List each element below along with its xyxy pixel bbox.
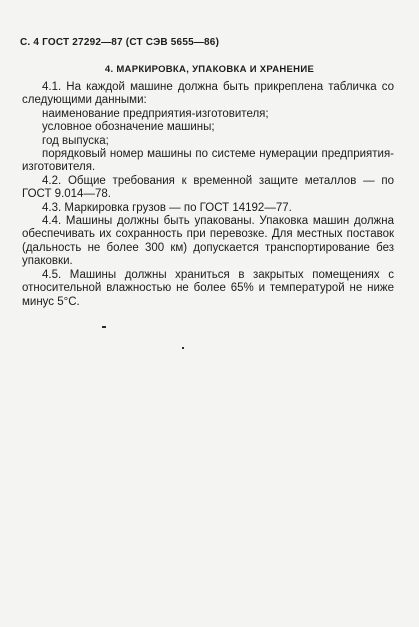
- page-header: С. 4 ГОСТ 27292—87 (СТ СЭВ 5655—86): [20, 37, 220, 48]
- list-item-manufacturer: наименование предприятия-изготовителя;: [42, 107, 269, 120]
- paragraph-4-2: 4.2. Общие требования к временной защите металлов — по ГОСТ 9.014—78.: [22, 174, 394, 201]
- list-item-year: год выпуска;: [42, 134, 109, 147]
- document-body: [22, 81, 394, 309]
- scan-speck: [102, 326, 106, 328]
- list-item-designation: условное обозначение машины;: [42, 121, 215, 134]
- paragraph-4-4: 4.4. Машины должны быть упакованы. Упаковка машин должна обеспечивать их сохранность при перевозке. Для местных поставок (дальность не более 300 км) допускается транспортирование без упаковки.: [22, 215, 394, 268]
- list-item-serial-number: порядковый номер машины по системе нумерации предприятия-изготовителя.: [22, 148, 394, 174]
- scan-speck: [182, 347, 184, 349]
- paragraph-4-3: 4.3. Маркировка грузов — по ГОСТ 14192—77.: [42, 201, 292, 214]
- section-title: 4. МАРКИРОВКА, УПАКОВКА И ХРАНЕНИЕ: [104, 64, 315, 75]
- paragraph-4-1: 4.1. На каждой машине должна быть прикреплена табличка со следующими данными:: [22, 81, 394, 107]
- paragraph-4-5: 4.5. Машины должны храниться в закрытых помещениях с относительной влажностью не более 65% и температурой не ниже минус 5°С.: [22, 268, 394, 308]
